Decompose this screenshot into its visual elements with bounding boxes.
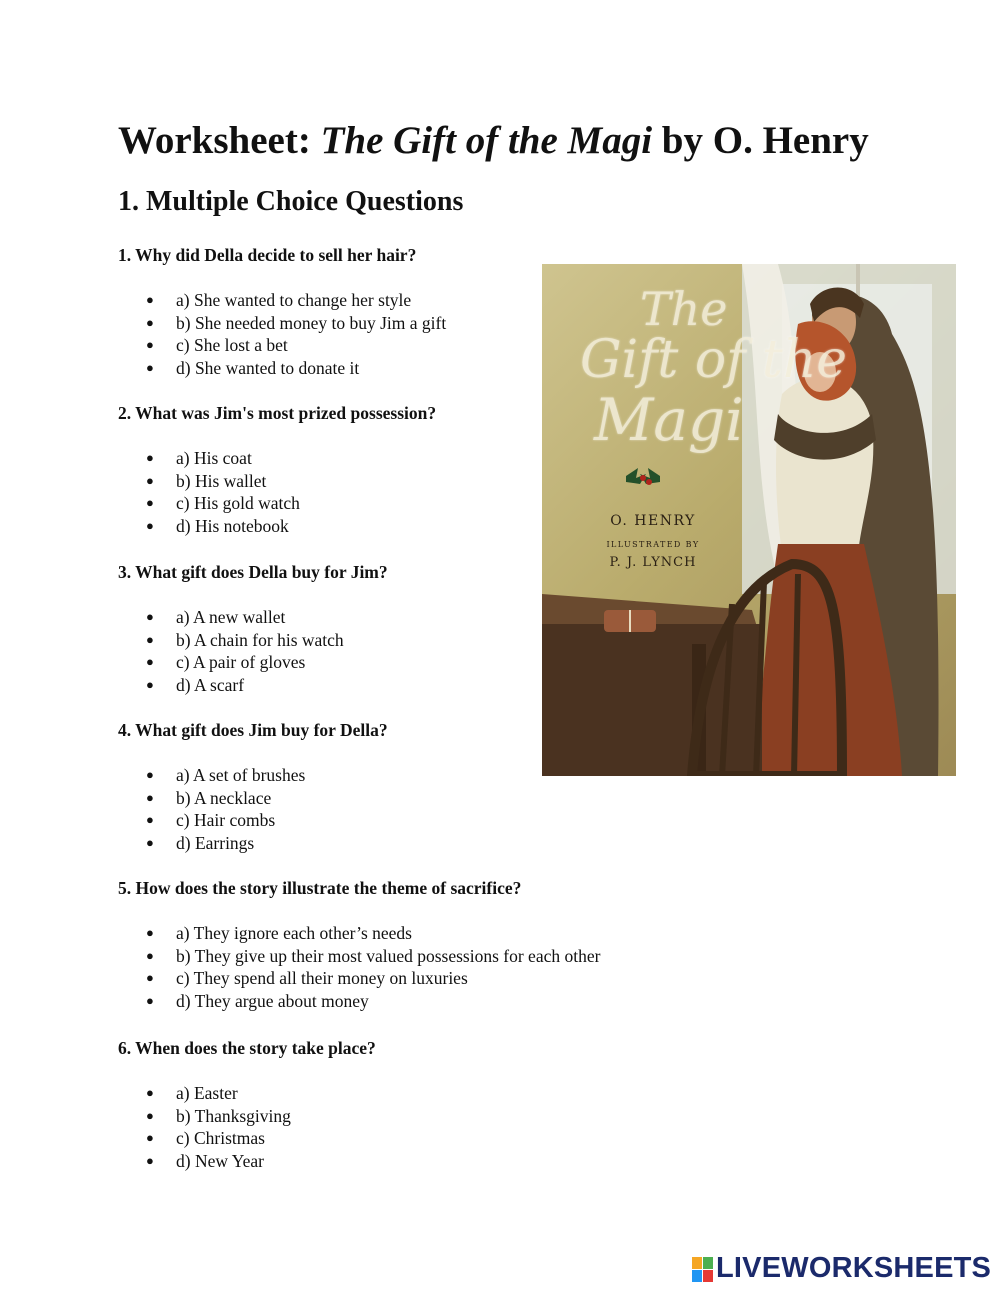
bullet-icon: ●	[146, 1085, 154, 1100]
bullet-icon: ●	[146, 472, 154, 488]
option-a	[118, 289, 538, 312]
section-heading: 1. Multiple Choice Questions	[118, 186, 464, 217]
option-c	[118, 334, 538, 357]
option-c	[118, 809, 538, 832]
bullet-icon: ●	[146, 495, 154, 511]
bullet-icon: ●	[146, 631, 154, 647]
option-a	[118, 922, 718, 945]
option-b	[118, 1105, 538, 1128]
option-label: a) She wanted to change her style	[176, 290, 412, 310]
bullet-icon: ●	[146, 360, 154, 376]
option-d	[118, 832, 538, 855]
option-label: b) She needed money to buy Jim a gift	[176, 312, 447, 333]
liveworksheets-logo[interactable]	[692, 1252, 992, 1287]
option-a	[118, 764, 538, 787]
book-cover-image	[542, 264, 956, 776]
bullet-icon: ●	[146, 518, 154, 534]
option-label: c) She lost a bet	[176, 335, 288, 356]
title-suffix: by O. Henry	[652, 119, 869, 162]
question-5	[118, 876, 718, 1013]
option-label: a) They ignore each other’s needs	[176, 923, 412, 943]
title-prefix: Worksheet:	[118, 119, 321, 162]
bullet-icon: ●	[146, 609, 154, 624]
option-b	[118, 787, 538, 810]
option-label: c) A pair of gloves	[176, 652, 306, 673]
option-d	[118, 515, 538, 538]
option-list	[118, 922, 718, 1013]
option-label: d) They argue about money	[176, 991, 369, 1012]
option-d	[118, 1150, 538, 1173]
option-d	[118, 357, 538, 380]
bullet-icon: ●	[146, 450, 154, 465]
option-label: b) A chain for his watch	[176, 629, 344, 650]
option-list	[118, 289, 538, 380]
logo-text: LIVEWORKSHEETS	[716, 1252, 992, 1284]
bullet-icon: ●	[146, 677, 154, 693]
bullet-icon: ●	[146, 812, 154, 828]
option-c	[118, 651, 538, 674]
holly-berry	[646, 479, 652, 485]
option-label: d) She wanted to donate it	[176, 358, 360, 379]
question-6	[118, 1036, 538, 1173]
bullet-icon: ●	[146, 292, 154, 307]
question-2	[118, 401, 538, 538]
option-label: d) New Year	[176, 1151, 264, 1172]
option-d	[118, 674, 538, 697]
cover-author: O. HENRY	[610, 513, 696, 529]
option-label: b) A necklace	[176, 787, 272, 808]
chair-spindle	[794, 574, 798, 776]
bullet-icon: ●	[146, 993, 154, 1009]
question-3	[118, 560, 538, 697]
question-text: 3. What gift does Della buy for Jim?	[118, 562, 388, 582]
option-a	[118, 447, 538, 470]
cover-title-line-3: Magi	[594, 386, 744, 454]
question-text: 5. How does the story illustrate the theme of sacrifice?	[118, 878, 522, 898]
option-c	[118, 492, 538, 515]
question-4	[118, 718, 538, 855]
option-label: d) A scarf	[176, 675, 245, 696]
option-b	[118, 312, 538, 335]
option-list	[118, 764, 538, 855]
option-b	[118, 945, 718, 968]
question-text: 6. When does the story take place?	[118, 1038, 376, 1058]
option-b	[118, 470, 538, 493]
bullet-icon: ●	[146, 337, 154, 353]
option-label: c) His gold watch	[176, 493, 300, 514]
option-label: b) His wallet	[176, 470, 267, 491]
woman-blouse	[776, 377, 873, 554]
title-book-name: The Gift of the Magi	[320, 119, 653, 162]
cover-illustrated-by: ILLUSTRATED BY	[606, 540, 700, 549]
worksheet-title	[118, 118, 978, 164]
option-a	[118, 1082, 538, 1105]
option-label: a) His coat	[176, 448, 252, 468]
question-text: 4. What gift does Jim buy for Della?	[118, 720, 388, 740]
bullet-icon: ●	[146, 654, 154, 670]
option-label: a) A set of brushes	[176, 765, 306, 785]
option-list	[118, 606, 538, 697]
bullet-icon: ●	[146, 767, 154, 782]
bullet-icon: ●	[146, 925, 154, 940]
option-label: a) Easter	[176, 1083, 238, 1103]
option-b	[118, 629, 538, 652]
bullet-icon: ●	[146, 789, 154, 805]
bullet-icon: ●	[146, 970, 154, 986]
option-label: d) His notebook	[176, 516, 289, 537]
question-text: 2. What was Jim's most prized possession?	[118, 403, 437, 423]
option-d	[118, 990, 718, 1013]
bullet-icon: ●	[146, 1153, 154, 1169]
option-label: d) Earrings	[176, 833, 255, 854]
liveworksheets-logo-icon	[692, 1257, 714, 1283]
bullet-icon: ●	[146, 1107, 154, 1123]
option-label: c) They spend all their money on luxuries	[176, 968, 468, 989]
cover-illustrator: P. J. LYNCH	[609, 555, 697, 570]
option-list	[118, 1082, 538, 1173]
option-label: b) They give up their most valued possessions for each other	[176, 945, 601, 966]
option-a	[118, 606, 538, 629]
option-label: c) Hair combs	[176, 810, 276, 831]
option-label: c) Christmas	[176, 1128, 265, 1149]
cover-title-line-2: Gift of the	[580, 330, 848, 390]
holly-berry	[640, 475, 646, 481]
bullet-icon: ●	[146, 835, 154, 851]
option-list	[118, 447, 538, 538]
bullet-icon: ●	[146, 947, 154, 963]
option-label: b) Thanksgiving	[176, 1105, 291, 1126]
question-1	[118, 243, 538, 380]
cover-title-line-1: The	[640, 282, 728, 336]
option-c	[118, 1127, 538, 1150]
bullet-icon: ●	[146, 1130, 154, 1146]
option-c	[118, 967, 718, 990]
option-label: a) A new wallet	[176, 607, 286, 627]
question-text: 1. Why did Della decide to sell her hair?	[118, 245, 417, 265]
bullet-icon: ●	[146, 314, 154, 330]
